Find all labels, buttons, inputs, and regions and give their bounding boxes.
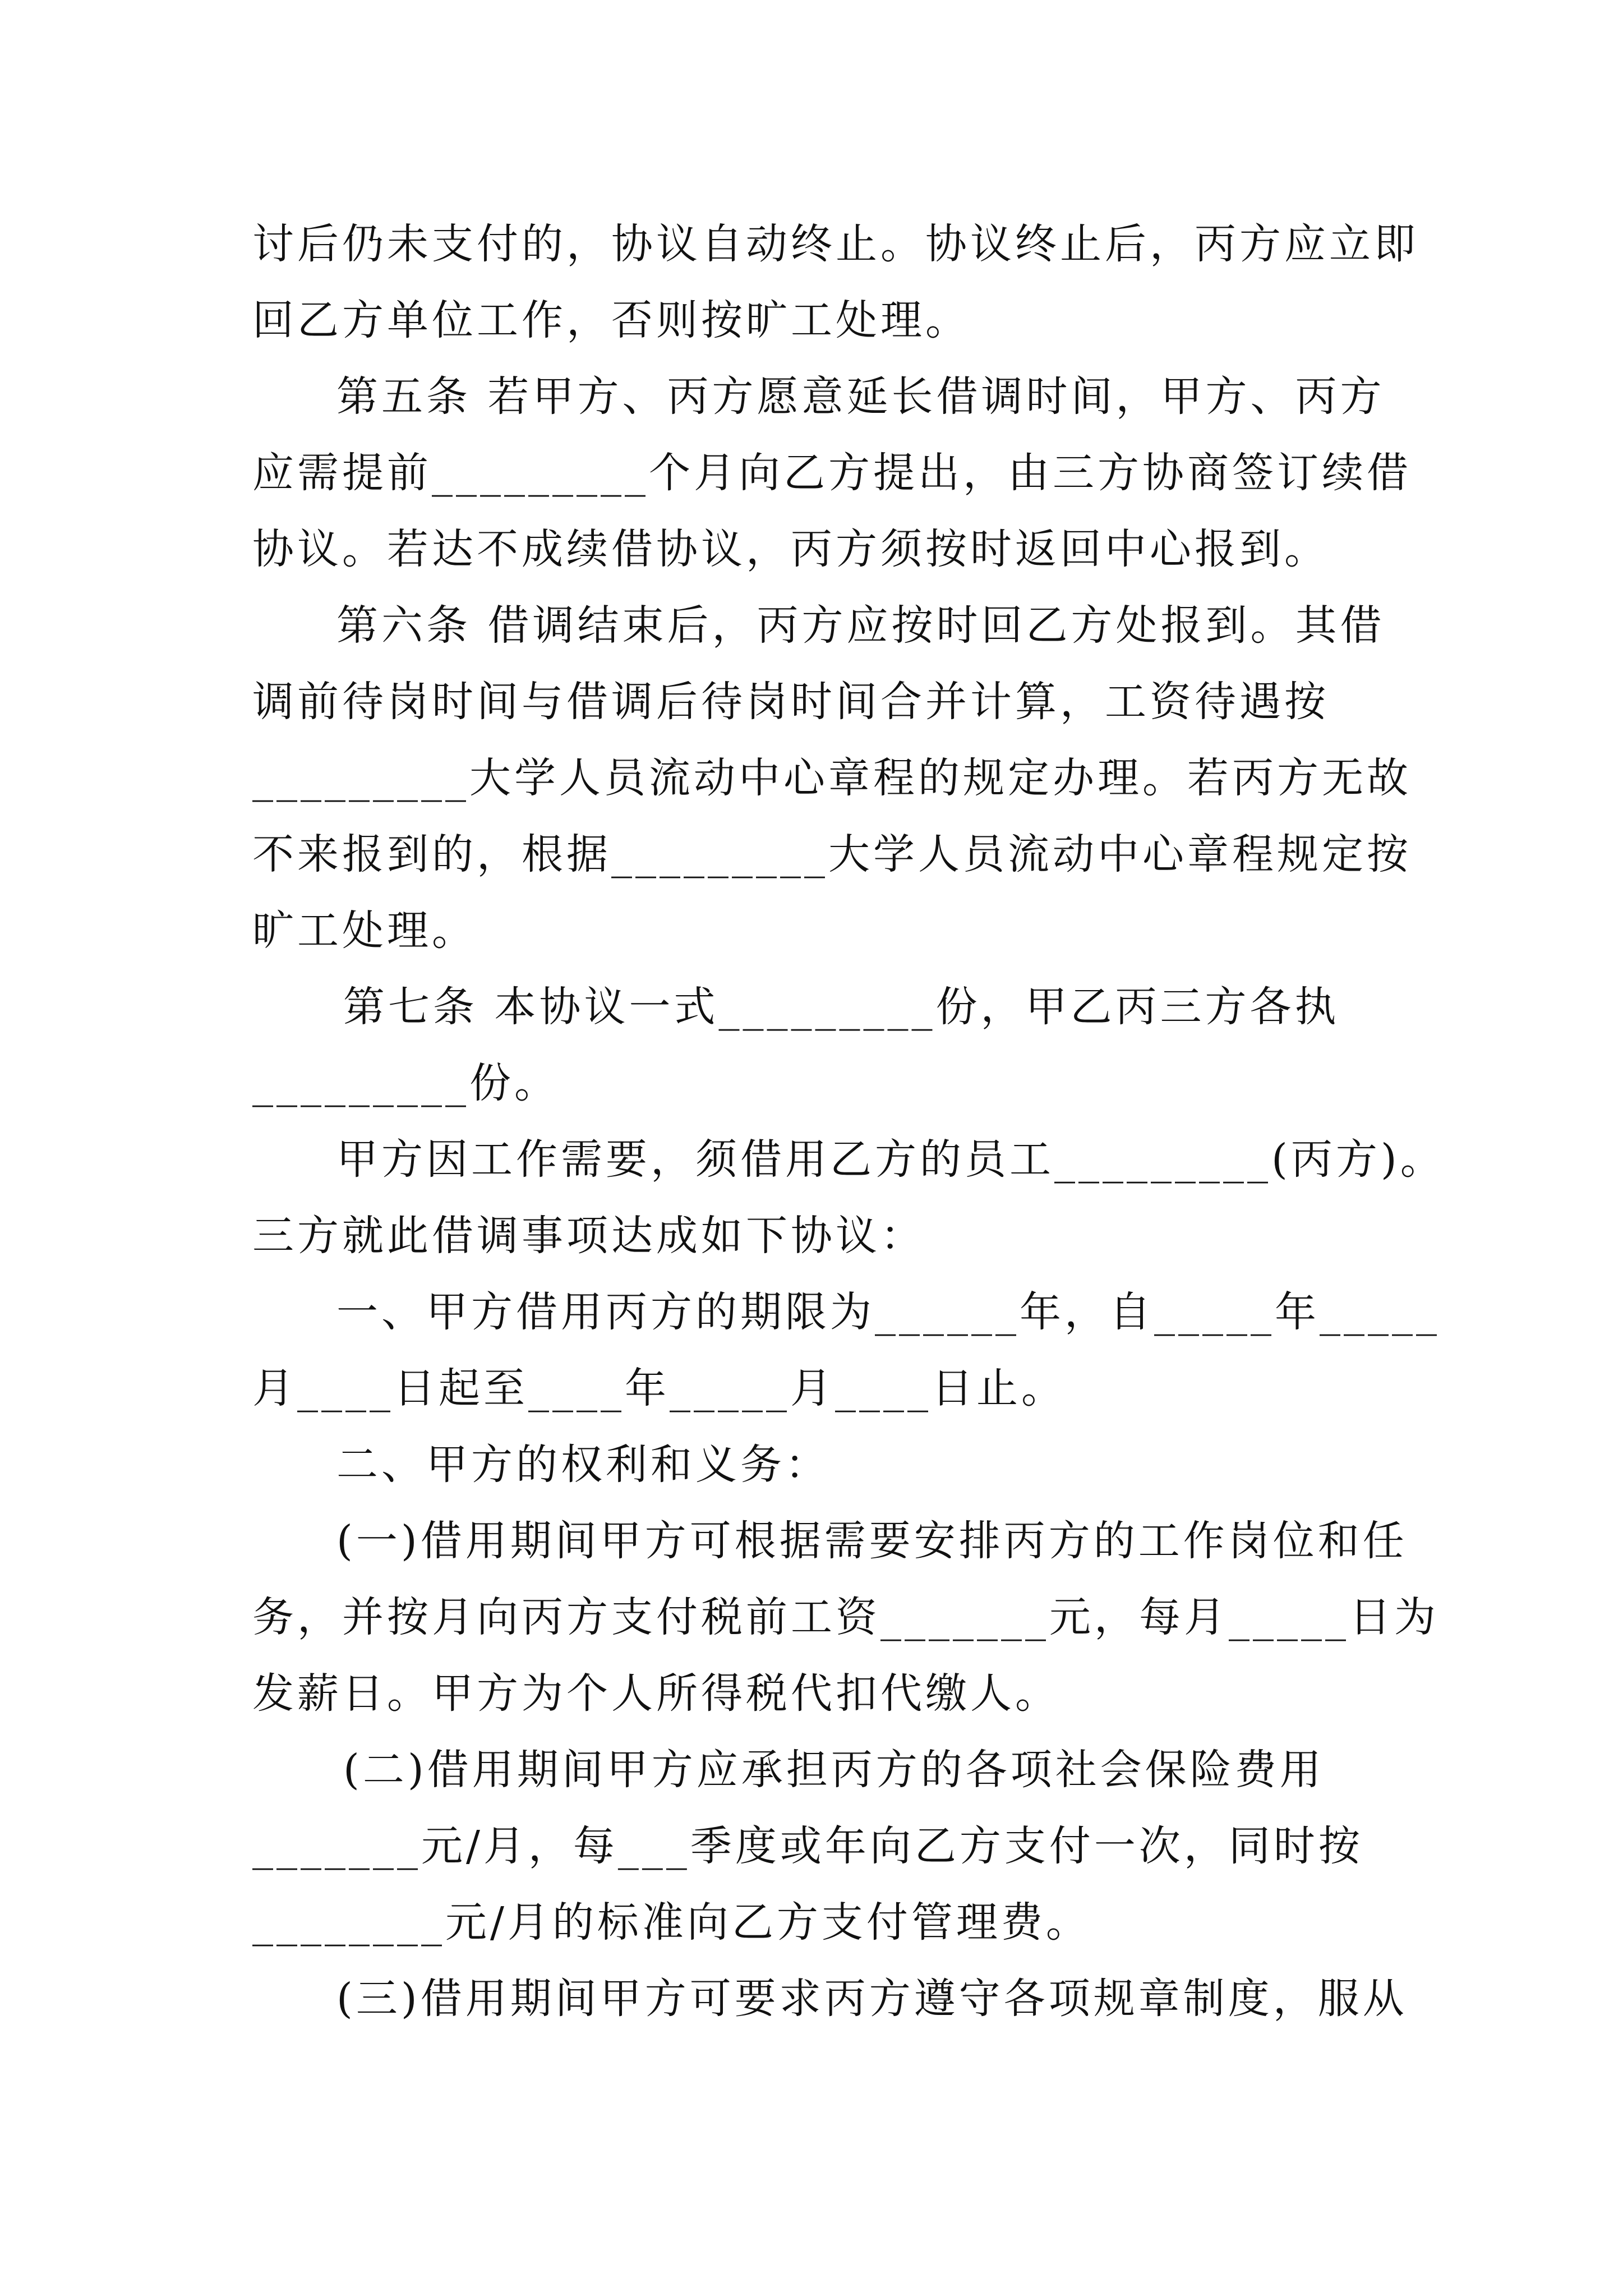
text-line: 三方就此借调事项达成如下协议： bbox=[252, 1212, 925, 1260]
text-line: 不来报到的，根据_________大学人员流动中心章程规定按 bbox=[252, 830, 1412, 878]
text-line: _______元/月，每___季度或年向乙方支付一次，同时按 bbox=[252, 1822, 1363, 1870]
text-line: 回乙方单位工作，否则按旷工处理。 bbox=[252, 296, 970, 344]
text-line: 月____日起至____年_____月____日止。 bbox=[252, 1364, 1066, 1412]
text-line: (三)借用期间甲方可要求丙方遵守各项规章制度，服从 bbox=[336, 1975, 1408, 2023]
text-line: 一、甲方借用丙方的期限为______年，自_____年_____ bbox=[336, 1288, 1440, 1336]
text-line: 讨后仍未支付的，协议自动终止。协议终止后，丙方应立即 bbox=[252, 220, 1419, 268]
text-line: 二、甲方的权利和义务： bbox=[336, 1441, 830, 1489]
text-line: 发薪日。甲方为个人所得税代扣代缴人。 bbox=[252, 1669, 1060, 1718]
text-line: (一)借用期间甲方可根据需要安排丙方的工作岗位和任 bbox=[336, 1517, 1408, 1565]
text-line: _________份。 bbox=[252, 1059, 559, 1107]
text-line: _________大学人员流动中心章程的规定办理。若丙方无故 bbox=[252, 754, 1412, 802]
text-line: 旷工处理。 bbox=[252, 907, 477, 955]
text-line: 务，并按月向丙方支付税前工资_______元，每月_____日为 bbox=[252, 1593, 1439, 1641]
text-line: 甲方因工作需要，须借用乙方的员工_________(丙方)。 bbox=[336, 1135, 1445, 1184]
text-line: 协议。若达不成续借协议，丙方须按时返回中心报到。 bbox=[252, 525, 1329, 573]
text-line: 第七条 本协议一式_________份，甲乙丙三方各执 bbox=[343, 983, 1340, 1031]
text-line: 调前待岗时间与借调后待岗时间合并计算，工资待遇按 bbox=[252, 678, 1329, 726]
text-line: ________元/月的标准向乙方支付管理费。 bbox=[252, 1898, 1091, 1947]
text-line: 第六条 借调结束后，丙方应按时回乙方处报到。其借 bbox=[336, 601, 1385, 650]
text-line: 应需提前_________个月向乙方提出，由三方协商签订续借 bbox=[252, 449, 1412, 497]
text-line: 第五条 若甲方、丙方愿意延长借调时间，甲方、丙方 bbox=[336, 372, 1385, 421]
text-line: (二)借用期间甲方应承担丙方的各项社会保险费用 bbox=[343, 1746, 1325, 1794]
